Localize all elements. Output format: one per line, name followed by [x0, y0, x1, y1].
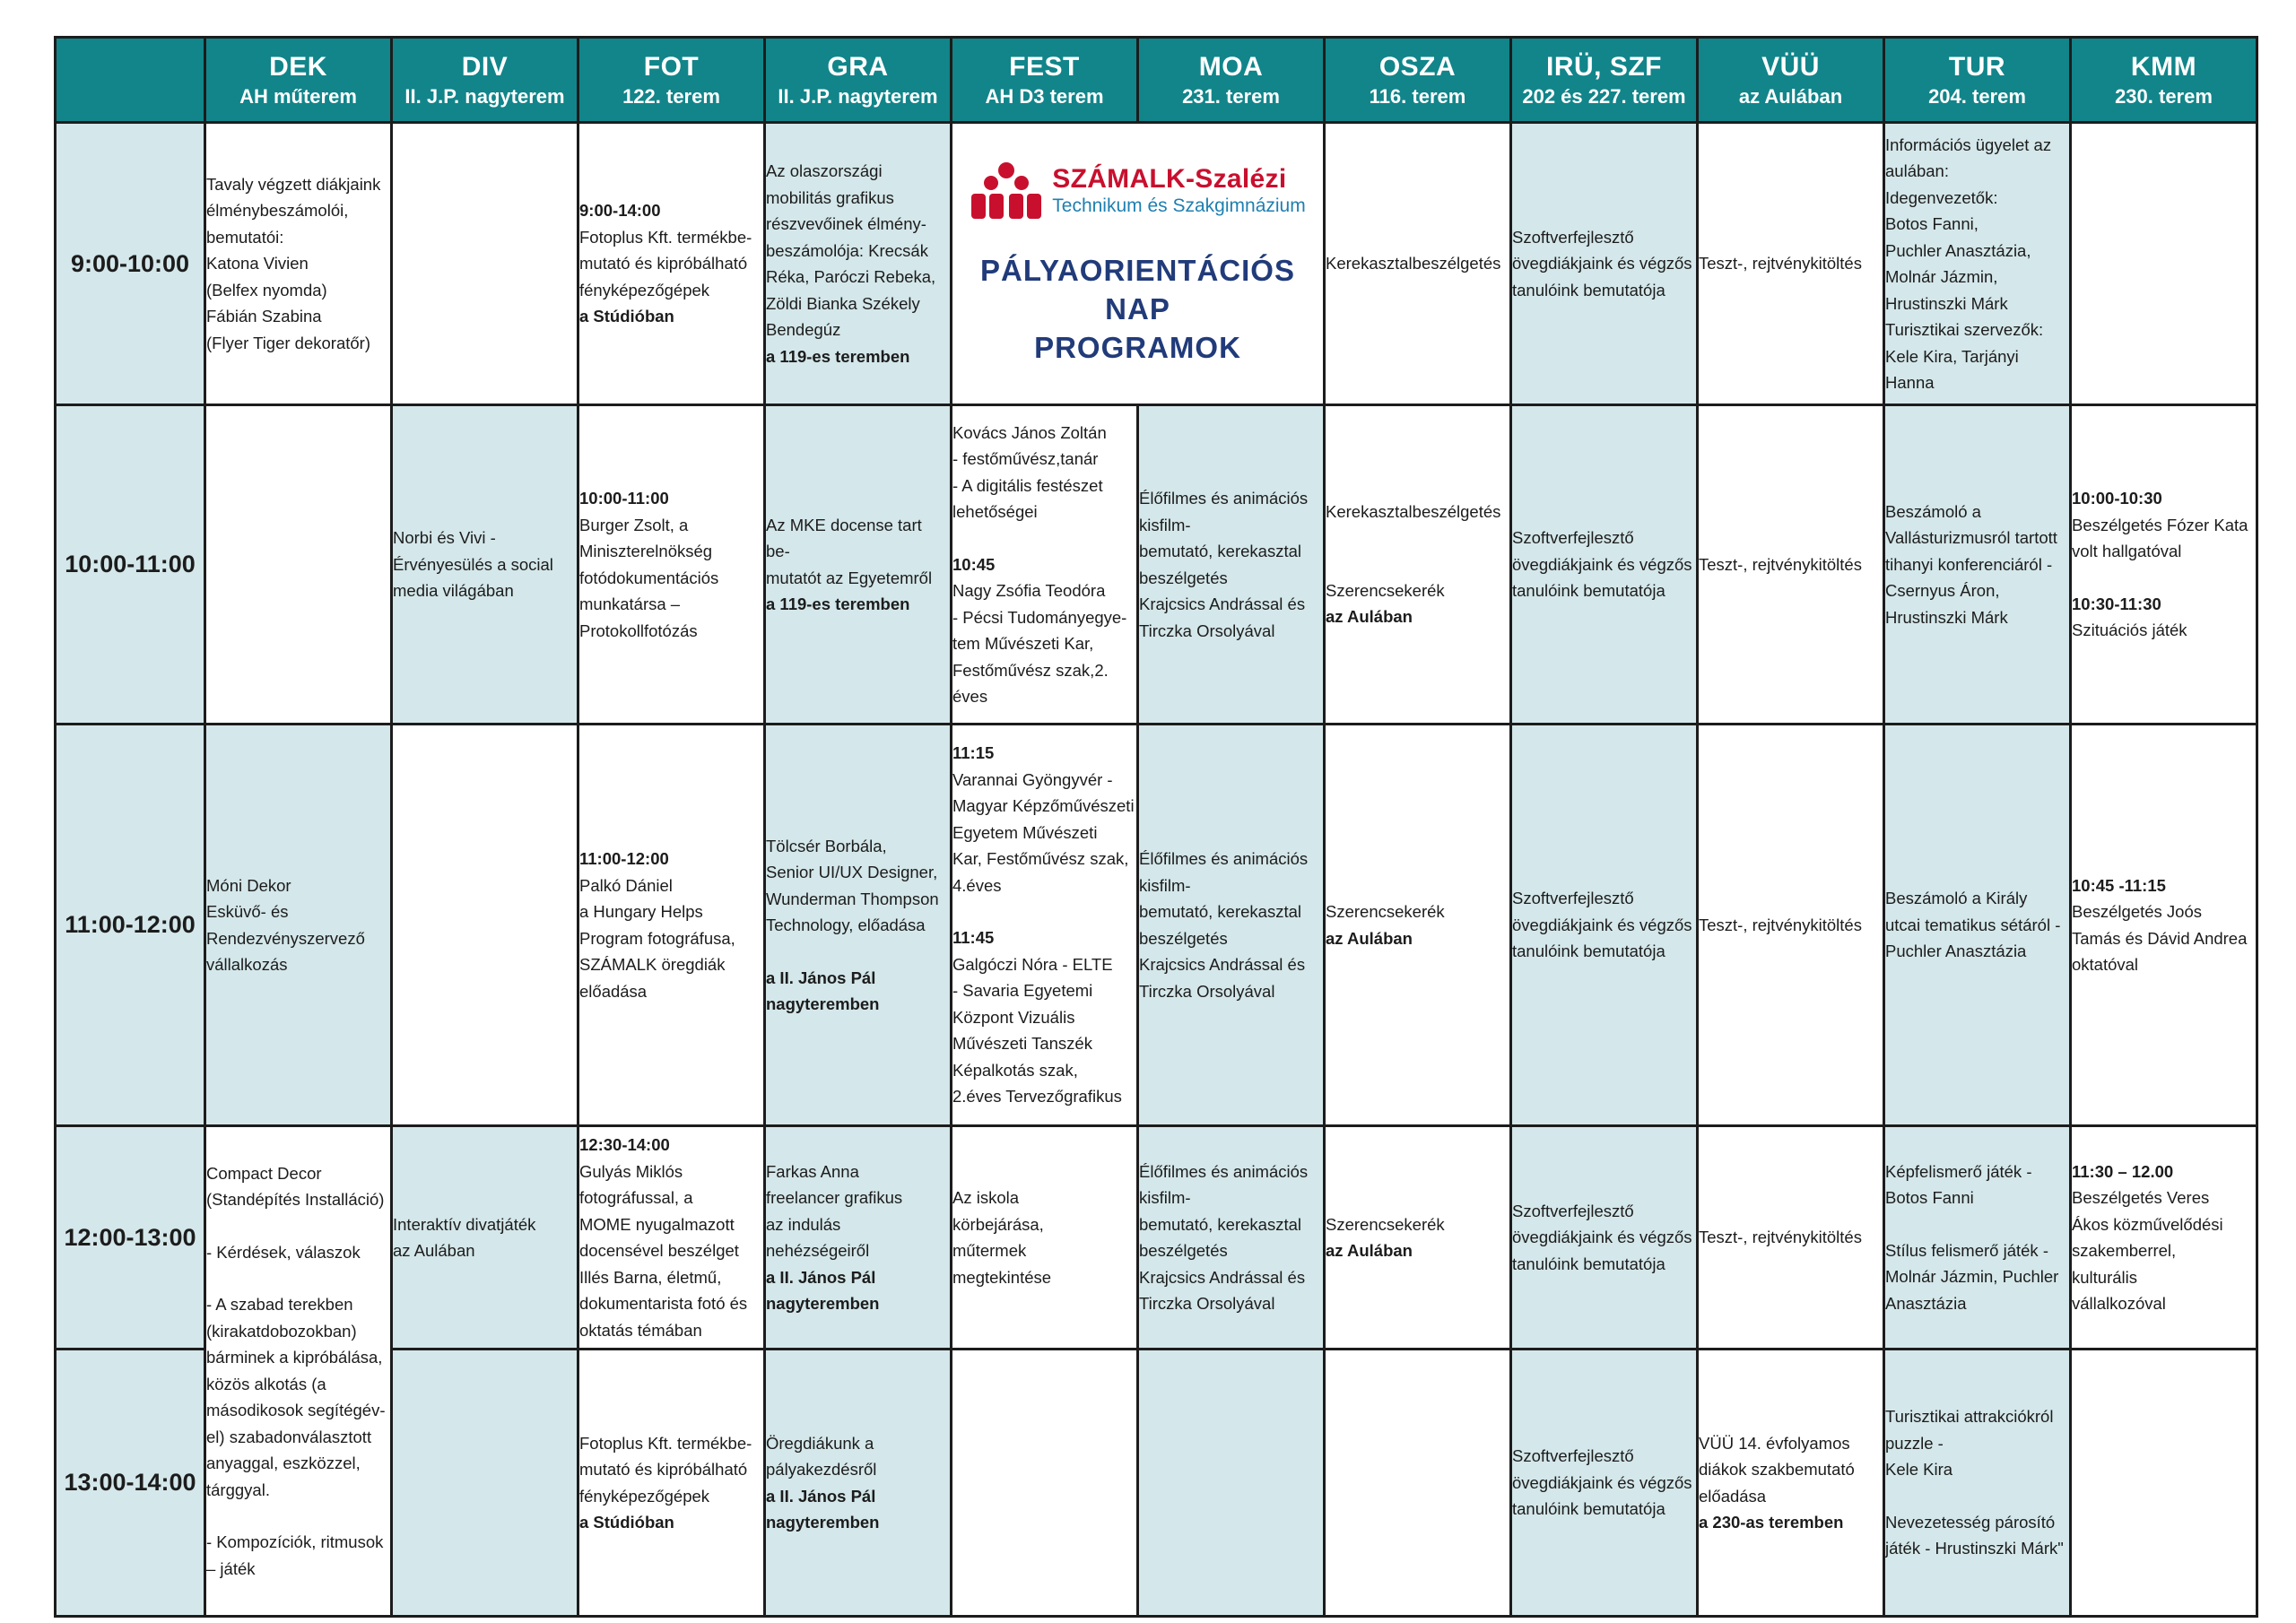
column-header-dek	[205, 38, 392, 123]
session-location: az Aulában	[1326, 1241, 1413, 1260]
corner-cell	[56, 38, 205, 123]
cell-osza	[1325, 123, 1511, 405]
cell-text: Beszélgetés Veres Ákos közművelődési szakemberrel, kulturális vállalkozóval	[2072, 1188, 2223, 1313]
cell-text: Teszt-, rejtvénykitöltés	[1699, 915, 1862, 934]
cell-iru-szf	[1511, 1126, 1698, 1350]
session-time: 11:30 – 12.00	[2072, 1161, 2174, 1181]
cell-iru-szf	[1511, 1350, 1698, 1617]
column-room: AH műterem	[239, 85, 357, 108]
cell-osza	[1325, 405, 1511, 725]
column-header-moa	[1138, 38, 1325, 123]
column-code: GRA	[827, 52, 889, 82]
cell-text: Szerencsekerék	[1326, 902, 1445, 921]
cell-fest	[952, 1126, 1138, 1350]
cell-vuu	[1698, 725, 1884, 1126]
header-row	[56, 38, 2257, 123]
session-time: 10:45	[952, 554, 996, 574]
cell-text: Norbi és Vivi - Érvényesülés a social media világában	[393, 528, 553, 601]
session-time: 10:00-11:00	[579, 489, 669, 508]
cell-text: Az MKE docense tart be- mutatót az Egyetemről	[766, 515, 933, 587]
cell-text: Szoftverfejlesztő övegdiákjaink és végzős tanulóink bemutatója	[1512, 227, 1692, 299]
cell-vuu	[1698, 123, 1884, 405]
cell-osza-empty	[1325, 1350, 1511, 1617]
cell-text: Beszélgetés Fózer Kata volt hallgatóval	[2072, 515, 2248, 561]
cell-kmm	[2071, 405, 2257, 725]
cell-fest	[952, 405, 1138, 725]
schedule-row-12-13	[56, 1126, 2257, 1350]
session-time: 10:45 -11:15	[2072, 875, 2166, 895]
cell-text: Szerencsekerék	[1326, 580, 1445, 600]
cell-text: Szoftverfejlesztő övegdiákjaink és végzős tanulóink bemutatója	[1512, 528, 1692, 601]
cell-iru-szf	[1511, 405, 1698, 725]
cell-moa	[1138, 725, 1325, 1126]
column-room: 204. terem	[1928, 85, 2026, 108]
column-code: FEST	[1009, 52, 1080, 82]
school-logo-icon	[970, 161, 1043, 221]
cell-text: Stílus felismerő játék - Molnár Jázmin, Puchler Anasztázia	[1885, 1240, 2059, 1313]
column-header-fot	[578, 38, 765, 123]
cell-vuu	[1698, 405, 1884, 725]
session-location: a II. János Pál nagyteremben	[766, 968, 880, 1013]
cell-moa-empty	[1138, 1350, 1325, 1617]
event-title-line: NAP	[1105, 291, 1170, 325]
cell-text: Beszámoló a Vallásturizmusról tartott tihanyi konferenciáról - Csernyus Áron, Hrustinszki Márk	[1885, 501, 2057, 627]
cell-text: Varannai Gyöngyvér - Magyar Képzőművészeti Egyetem Művészeti Kar, Festőművész szak, 4.éves	[952, 769, 1135, 895]
cell-text: Kovács János Zoltán - festőművész,tanár - A digitális festészet lehetőségei	[952, 422, 1107, 521]
cell-div-empty	[392, 1350, 578, 1617]
session-location: a II. János Pál nagyteremben	[766, 1486, 880, 1532]
column-room: AH D3 terem	[985, 85, 1104, 108]
session-location: az Aulában	[1326, 607, 1413, 627]
cell-vuu	[1698, 1350, 1884, 1617]
cell-text: Tavaly végzett diákjaink élménybeszámolói, bemutatói: Katona Vivien (Belfex nyomda) Fábián Szabina (Flyer Tiger dekoratőr)	[206, 174, 381, 352]
cell-text: Szoftverfejlesztő övegdiákjaink és végzős tanulóink bemutatója	[1512, 1446, 1692, 1519]
cell-iru-szf	[1511, 725, 1698, 1126]
column-room: 116. terem	[1369, 85, 1466, 108]
cell-kmm	[2071, 725, 2257, 1126]
column-header-iru-szf	[1511, 38, 1698, 123]
schedule-row-10-11	[56, 405, 2257, 725]
cell-text: Szoftverfejlesztő övegdiákjaink és végzős tanulóink bemutatója	[1512, 889, 1692, 961]
cell-fot	[578, 405, 765, 725]
column-room: II. J.P. nagyterem	[778, 85, 938, 108]
event-title-line: PÁLYAORIENTÁCIÓS	[980, 253, 1295, 287]
cell-moa	[1138, 405, 1325, 725]
column-code: DEK	[269, 52, 327, 82]
cell-text: Élőfilmes és animációs kisfilm- bemutató, kerekasztal beszélgetés Krajcsics Andrással és Tirczka Orsolyával	[1139, 1161, 1309, 1313]
cell-fot	[578, 1126, 765, 1350]
column-code: TUR	[1948, 52, 2006, 82]
column-room: 122. terem	[622, 85, 720, 108]
cell-text: Élőfilmes és animációs kisfilm- bemutató, kerekasztal beszélgetés Krajcsics Andrással és Tirczka Orsolyával	[1139, 849, 1309, 1001]
cell-text: Élőfilmes és animációs kisfilm- bemutató, kerekasztal beszélgetés Krajcsics Andrással és Tirczka Orsolyával	[1139, 489, 1309, 640]
cell-text: Teszt-, rejtvénykitöltés	[1699, 554, 1862, 574]
cell-text: Gulyás Miklós fotográfussal, a MOME nyugalmazott docensével beszélget Illés Barna, életmű, dokumentarista fotó és oktatás témában	[579, 1161, 748, 1340]
cell-dek-empty	[205, 405, 392, 725]
time-slot: 10:00-11:00	[56, 405, 205, 725]
cell-text: Az iskola körbejárása, műtermek megtekintése	[952, 1188, 1052, 1287]
school-subtitle: Technikum és Szakgimnázium	[1052, 195, 1306, 216]
cell-div-empty	[392, 725, 578, 1126]
cell-gra	[765, 1350, 952, 1617]
cell-dek	[205, 123, 392, 405]
cell-dek	[205, 1126, 392, 1617]
cell-text: Tölcsér Borbála, Senior UI/UX Designer, Wunderman Thompson Technology, előadása	[766, 836, 939, 934]
session-location: a 119-es teremben	[766, 595, 910, 613]
cell-tur	[1884, 1126, 2071, 1350]
cell-fest	[952, 725, 1138, 1126]
school-name: SZÁMALK-Szalézi	[1052, 164, 1287, 194]
cell-fot	[578, 1350, 765, 1617]
session-time: 10:30-11:30	[2072, 594, 2161, 613]
cell-gra	[765, 725, 952, 1126]
column-header-osza	[1325, 38, 1511, 123]
session-time: 11:45	[952, 928, 995, 948]
cell-moa	[1138, 1126, 1325, 1350]
cell-kmm-empty	[2071, 1350, 2257, 1617]
column-room: az Aulában	[1738, 85, 1843, 108]
cell-text: Kerekasztalbeszélgetés	[1326, 502, 1501, 522]
cell-text: Interaktív divatjáték az Aulában	[393, 1214, 536, 1260]
session-time: 11:15	[952, 743, 995, 763]
cell-text: VÜÜ 14. évfolyamos diákok szakbemutató előadása	[1699, 1433, 1855, 1506]
session-time: 11:00-12:00	[579, 849, 669, 868]
cell-tur	[1884, 1350, 2071, 1617]
cell-kmm-empty	[2071, 123, 2257, 405]
cell-text: Teszt-, rejtvénykitöltés	[1699, 254, 1862, 273]
event-logo-block	[952, 123, 1325, 405]
cell-text: Információs ügyelet az aulában: Idegenvezetők: Botos Fanni, Puchler Anasztázia, Molnár Jázmin, Hrustinszki Márk Turisztikai szervezők: Kele Kira, Tarjányi Hanna	[1885, 135, 2052, 392]
cell-text: Farkas Anna freelancer grafikus az indulás nehézségeiről	[766, 1161, 903, 1260]
cell-text: Fotoplus Kft. termékbe- mutató és kipróbálható fényképezőgépek	[579, 227, 752, 299]
column-room: 231. terem	[1182, 85, 1280, 108]
cell-text: Fotoplus Kft. termékbe- mutató és kipróbálható fényképezőgépek	[579, 1433, 752, 1506]
cell-gra	[765, 405, 952, 725]
cell-tur	[1884, 725, 2071, 1126]
cell-vuu	[1698, 1126, 1884, 1350]
column-code: DIV	[461, 52, 509, 82]
cell-tur	[1884, 405, 2071, 725]
time-slot: 11:00-12:00	[56, 725, 205, 1126]
cell-text: Kerekasztalbeszélgetés	[1326, 254, 1501, 273]
school-logo	[952, 161, 1323, 221]
cell-div-empty	[392, 123, 578, 405]
cell-text: Burger Zsolt, a Miniszterelnökség fotódokumentációs munkatársa – Protokollfotózás	[579, 515, 719, 640]
cell-gra	[765, 1126, 952, 1350]
cell-fot	[578, 725, 765, 1126]
session-time: 10:00-10:30	[2072, 489, 2162, 508]
cell-text: Az olaszországi mobilitás grafikus részvevőinek élmény- beszámolója: Krecsák Réka, Paróczi Rebeka, Zöldi Bianka Székely Bendegúz	[766, 161, 936, 339]
event-title-line: PROGRAMOK	[1034, 330, 1241, 364]
cell-text: - Kompozíciók, ritmusok – játék	[206, 1532, 384, 1578]
cell-dek	[205, 725, 392, 1126]
cell-fot	[578, 123, 765, 405]
column-room: 230. terem	[2115, 85, 2213, 108]
cell-text: Compact Decor (Standépítés Installáció)	[206, 1163, 385, 1210]
cell-text: Turisztikai attrakciókról puzzle - Kele Kira	[1885, 1407, 2054, 1480]
cell-text: Beszámoló a Király utcai tematikus sétáról - Puchler Anasztázia	[1885, 889, 2061, 961]
cell-gra	[765, 123, 952, 405]
column-code: IRÜ, SZF	[1546, 52, 1662, 82]
schedule-table	[54, 36, 2258, 1618]
cell-text: Móni Dekor Esküvő- és Rendezvényszervező vállalkozás	[206, 875, 365, 974]
schedule-row-9-10	[56, 123, 2257, 405]
cell-text: - Kérdések, válaszok	[206, 1242, 361, 1262]
time-slot: 13:00-14:00	[56, 1350, 205, 1617]
cell-tur	[1884, 123, 2071, 405]
cell-iru-szf	[1511, 123, 1698, 405]
session-location: a 230-as teremben	[1699, 1513, 1844, 1532]
column-code: VÜÜ	[1761, 52, 1820, 82]
column-code: KMM	[2130, 52, 2197, 82]
column-header-div	[392, 38, 578, 123]
column-header-vuu	[1698, 38, 1884, 123]
column-room: 202 és 227. terem	[1522, 85, 1686, 108]
session-location: a II. János Pál nagyteremben	[766, 1267, 880, 1313]
cell-text: - A szabad terekben (kirakatdobozokban) bárminek a kipróbálása, közös alkotás (a másodikosok segítégév- el) szabadonválasztott anyaggal, eszközzel, tárggyal.	[206, 1295, 386, 1499]
cell-text: Teszt-, rejtvénykitöltés	[1699, 1228, 1862, 1247]
cell-text: Szoftverfejlesztő övegdiákjaink és végzős tanulóink bemutatója	[1512, 1201, 1692, 1273]
column-room: II. J.P. nagyterem	[404, 85, 565, 108]
session-time: 9:00-14:00	[579, 201, 661, 221]
time-slot: 12:00-13:00	[56, 1126, 205, 1350]
cell-text: Szerencsekerék	[1326, 1214, 1445, 1234]
session-location: a 119-es teremben	[766, 346, 910, 366]
schedule-row-11-12	[56, 725, 2257, 1126]
column-header-gra	[765, 38, 952, 123]
cell-text: Öregdiákunk a pályakezdésről	[766, 1433, 877, 1479]
cell-kmm	[2071, 1126, 2257, 1350]
column-header-tur	[1884, 38, 2071, 123]
cell-fest-empty	[952, 1350, 1138, 1617]
column-code: FOT	[643, 52, 700, 82]
session-time: 12:30-14:00	[579, 1135, 670, 1154]
session-location: a Stúdióban	[579, 307, 674, 326]
column-header-fest	[952, 38, 1138, 123]
cell-text: Képfelismerő játék - Botos Fanni	[1885, 1161, 2032, 1208]
cell-text: Galgóczi Nóra - ELTE - Savaria Egyetemi Központ Vizuális Művészeti Tanszék Képalkotás szak, 2.éves Tervezőgrafikus	[952, 954, 1122, 1107]
time-slot: 9:00-10:00	[56, 123, 205, 405]
column-code: MOA	[1198, 52, 1264, 82]
cell-text: Nagy Zsófia Teodóra - Pécsi Tudományegye- tem Művészeti Kar, Festőművész szak,2. éves	[952, 581, 1127, 706]
cell-text: Szituációs játék	[2072, 621, 2187, 640]
cell-text: Nevezetesség párosító játék - Hrustinszki Márk"	[1885, 1512, 2064, 1558]
cell-osza	[1325, 725, 1511, 1126]
session-location: a Stúdióban	[579, 1513, 674, 1532]
session-location: az Aulában	[1326, 928, 1413, 948]
column-code: OSZA	[1378, 52, 1457, 82]
cell-text: Palkó Dániel a Hungary Helps Program fotográfusa, SZÁMALK öregdiák előadása	[579, 875, 735, 1001]
column-header-kmm	[2071, 38, 2257, 123]
cell-osza	[1325, 1126, 1511, 1350]
cell-div	[392, 1126, 578, 1350]
cell-text: Beszélgetés Joós Tamás és Dávid Andrea oktatóval	[2072, 902, 2248, 974]
cell-div	[392, 405, 578, 725]
